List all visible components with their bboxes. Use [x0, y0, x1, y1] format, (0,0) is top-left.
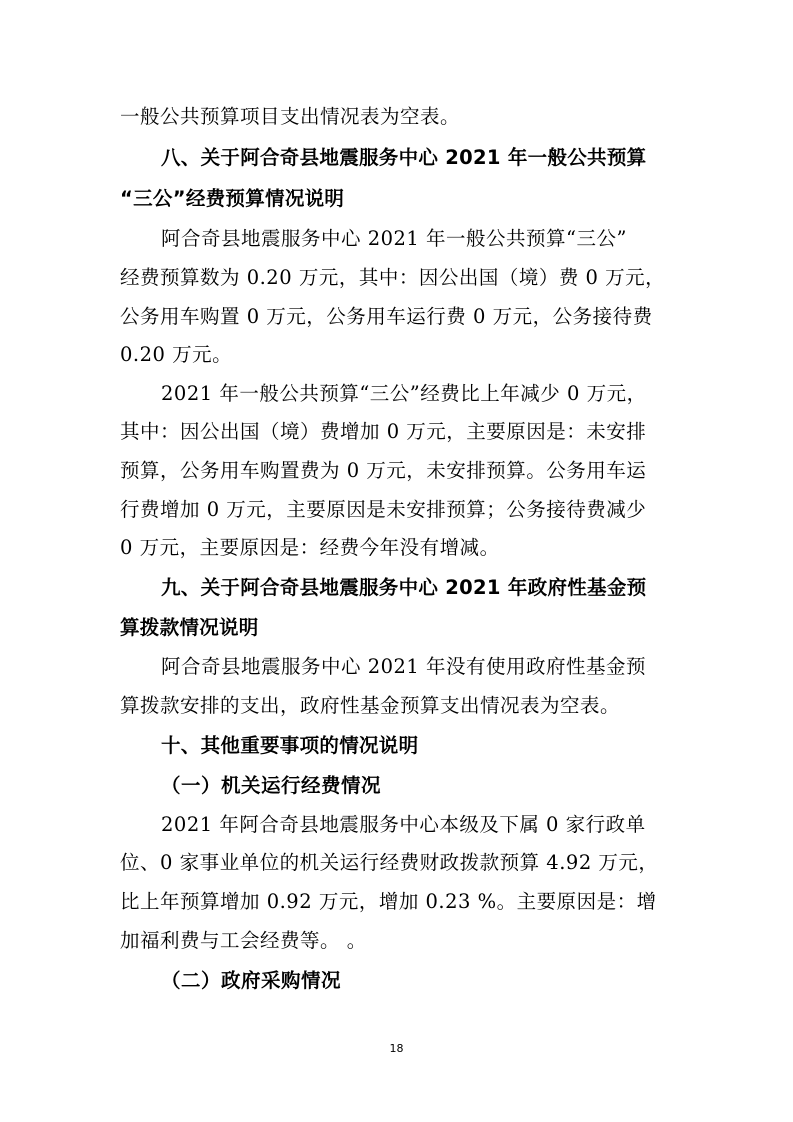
body-text-line: 算拨款安排的支出，政府性基金预算支出情况表为空表。 — [120, 694, 621, 717]
sub-heading: （二）政府采购情况 — [161, 969, 342, 992]
body-text-line: 其中：因公出国（境）费增加 0 万元，主要原因是：未安排 — [120, 420, 647, 443]
page-number: 18 — [389, 1042, 404, 1055]
body-text-line: 公务用车购置 0 万元，公务用车运行费 0 万元，公务接待费 — [120, 305, 653, 328]
body-text-line: 2021 年一般公共预算“三公”经费比上年减少 0 万元， — [161, 382, 647, 405]
body-text-line: 行费增加 0 万元，主要原因是未安排预算；公务接待费减少 — [120, 498, 647, 521]
section-heading: 十、其他重要事项的情况说明 — [161, 734, 419, 757]
body-text-line: 加福利费与工会经费等。 。 — [120, 929, 367, 952]
sub-heading: （一）机关运行经费情况 — [161, 774, 382, 797]
section-heading-continued: 算拨款情况说明 — [120, 616, 259, 639]
body-text-line: 经费预算数为 0.20 万元，其中：因公出国（境）费 0 万元， — [120, 266, 666, 289]
body-text-line: 2021 年阿合奇县地震服务中心本级及下属 0 家行政单 — [161, 813, 646, 836]
body-text-line: 一般公共预算项目支出情况表为空表。 — [120, 105, 461, 128]
section-heading: 九、关于阿合奇县地震服务中心 2021 年政府性基金预 — [161, 576, 647, 599]
body-text-line: 阿合奇县地震服务中心 2021 年一般公共预算“三公” — [161, 227, 627, 250]
body-text-line: 0 万元，主要原因是：经费今年没有增减。 — [120, 536, 500, 559]
section-heading-continued: “三公”经费预算情况说明 — [120, 187, 345, 210]
body-text-line: 预算，公务用车购置费为 0 万元，未安排预算。公务用车运 — [120, 459, 647, 482]
body-text-line: 比上年预算增加 0.92 万元，增加 0.23 %。主要原因是：增 — [120, 890, 657, 913]
body-text-line: 0.20 万元。 — [120, 343, 233, 366]
section-heading: 八、关于阿合奇县地震服务中心 2021 年一般公共预算 — [161, 146, 647, 169]
body-text-line: 阿合奇县地震服务中心 2021 年没有使用政府性基金预 — [161, 655, 647, 678]
body-text-line: 位、0 家事业单位的机关运行经费财政拨款预算 4.92 万元， — [120, 851, 659, 874]
